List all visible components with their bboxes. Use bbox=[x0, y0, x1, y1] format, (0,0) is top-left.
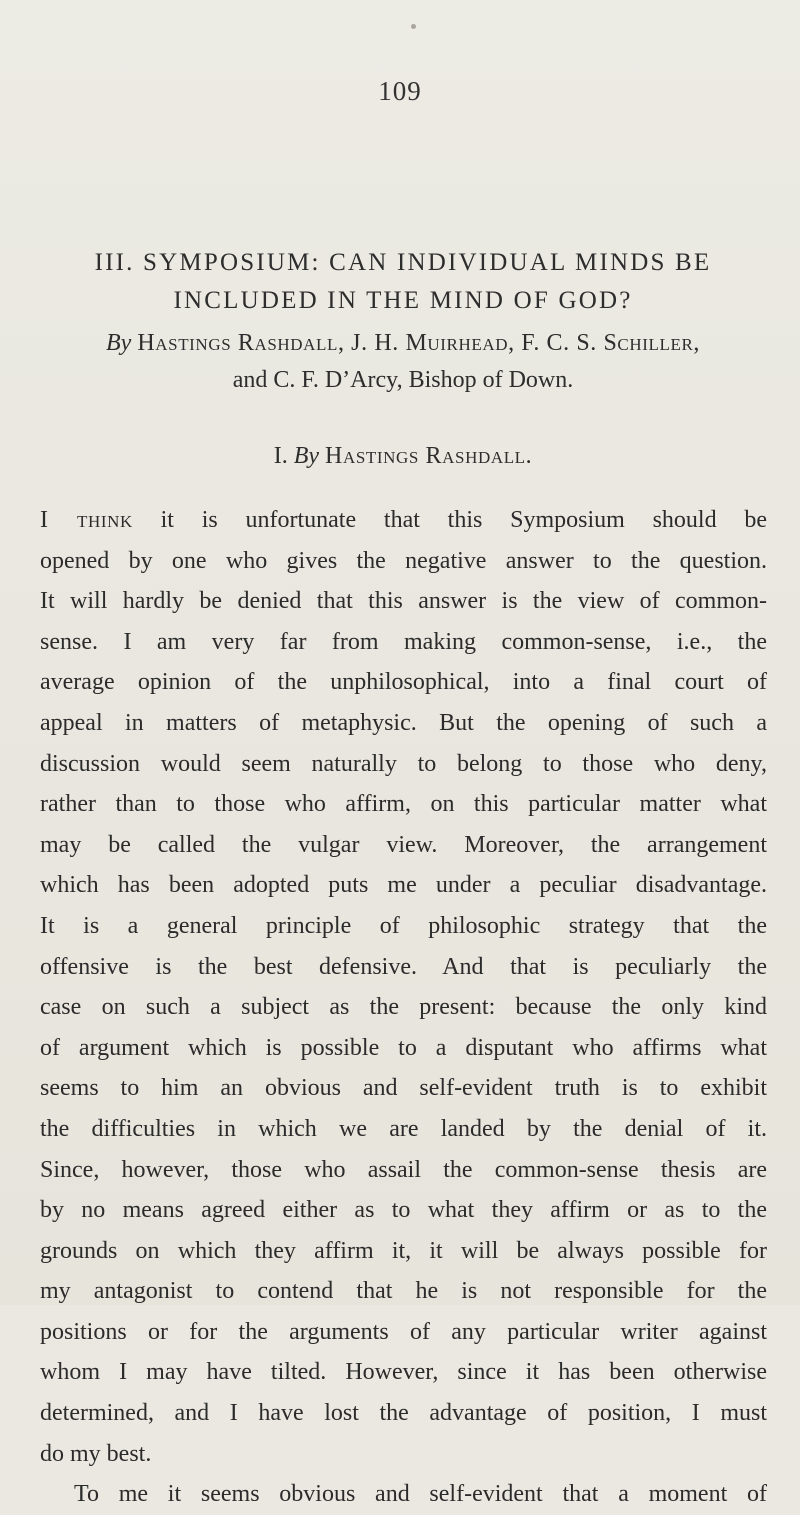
authors-names: Hastings Rashdall, J. H. Muirhead, F. C. S. Schiller, bbox=[137, 330, 700, 356]
authors-by: By bbox=[106, 330, 132, 356]
text-line: may be called the vulgar view. Moreover, the arrangement bbox=[40, 831, 767, 858]
text-line: the difficulties in which we are landed by the denial of it. bbox=[40, 1115, 767, 1142]
heading-line-1: III. SYMPOSIUM: CAN INDIVIDUAL MINDS BE bbox=[94, 249, 712, 276]
lead-word: I think bbox=[40, 507, 133, 533]
page-number: 109 bbox=[378, 76, 422, 106]
text-line: Since, however, those who assail the common-sense thesis are bbox=[40, 1156, 767, 1183]
section-title bbox=[40, 443, 766, 470]
text-line: discussion would seem naturally to belong to those who deny, bbox=[40, 750, 767, 777]
body-text bbox=[40, 500, 767, 1515]
text-line: positions or for the arguments of any particular writer against bbox=[40, 1318, 767, 1345]
authors-line-1 bbox=[40, 330, 766, 357]
text-line: rather than to those who affirm, on this particular matter what bbox=[40, 791, 767, 818]
text-line: case on such a subject as the present: because the only kind bbox=[40, 994, 767, 1021]
text-line: of argument which is possible to a disputant who affirms what bbox=[40, 1034, 767, 1061]
text-line: by no means agreed either as to what they affirm or as to the bbox=[40, 1197, 767, 1224]
text-line: average opinion of the unphilosophical, into a final court of bbox=[40, 669, 767, 696]
text-line: I think it is unfortunate that this Symposium should be bbox=[40, 507, 767, 533]
text-line: seems to him an obvious and self-evident truth is to exhibit bbox=[40, 1075, 767, 1102]
text-line: sense. I am very far from making common-sense, i.e., the bbox=[40, 628, 767, 655]
text-line: appeal in matters of metaphysic. But the opening of such a bbox=[40, 709, 767, 736]
text-line: grounds on which they affirm it, it will be always possible for bbox=[40, 1237, 767, 1264]
text-line: my antagonist to contend that he is not responsible for the bbox=[40, 1278, 767, 1305]
text-line: which has been adopted puts me under a peculiar disadvantage. bbox=[40, 872, 767, 899]
text-line: offensive is the best defensive. And that is peculiarly the bbox=[40, 953, 767, 980]
heading-line-2: INCLUDED IN THE MIND OF GOD? bbox=[173, 287, 633, 314]
authors-line-2-text: and C. F. D’Arcy, Bishop of Down. bbox=[232, 367, 574, 393]
text-line: It will hardly be denied that this answer is the view of common- bbox=[40, 588, 767, 615]
text-line: determined, and I have lost the advantage of position, I must bbox=[40, 1400, 767, 1427]
section-numeral: I. bbox=[273, 443, 288, 469]
text-line: do my best. bbox=[40, 1440, 152, 1467]
section-by: By bbox=[293, 443, 320, 469]
print-speck bbox=[411, 24, 416, 29]
text-line: opened by one who gives the negative answer to the question. bbox=[40, 547, 767, 574]
text-line: To me it seems obvious and self-evident that a moment of bbox=[74, 1481, 767, 1508]
text-line: It is a general principle of philosophic strategy that the bbox=[40, 912, 767, 939]
authors-line-2 bbox=[40, 367, 766, 394]
text-line: whom I may have tilted. However, since it has been otherwise bbox=[40, 1359, 767, 1386]
section-author: Hastings Rashdall. bbox=[325, 443, 533, 469]
